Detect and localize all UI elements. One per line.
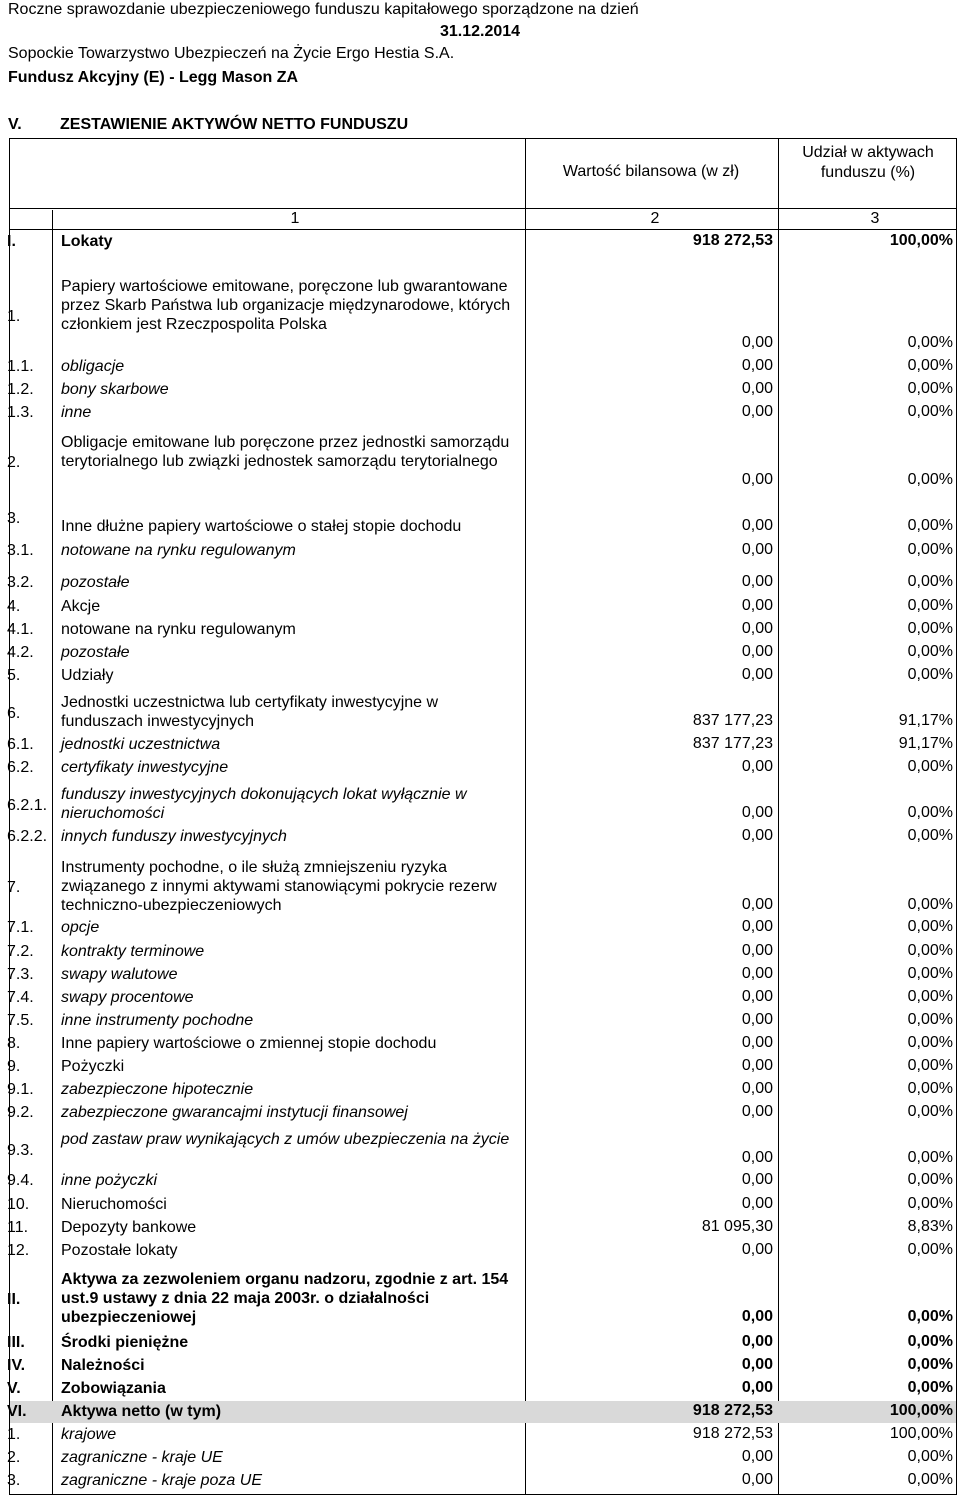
row-description: Akcje	[61, 598, 101, 615]
row-description: obligacje	[61, 358, 125, 375]
row-share-percent: 0,00%	[907, 1057, 953, 1074]
table-row	[9, 357, 957, 376]
table-row	[9, 1270, 957, 1327]
row-share-percent: 0,00%	[907, 597, 953, 614]
row-number: 3.	[7, 1472, 21, 1489]
row-number: 7.1.	[7, 919, 34, 936]
row-description: Aktywa netto (w tym)	[61, 1403, 222, 1420]
row-share-percent: 0,00%	[907, 1171, 953, 1188]
row-description: Jednostki uczestnictwa lub certyfikaty inwestycyjne w funduszach inwestycyjnych	[61, 694, 439, 730]
row-description: swapy procentowe	[61, 989, 194, 1006]
row-share-percent: 100,00%	[889, 1425, 953, 1442]
report-date: 31.12.2014	[439, 23, 521, 40]
row-balance-value: 918 272,53	[692, 1402, 773, 1419]
table-row	[9, 541, 957, 560]
row-number: 7.5.	[7, 1012, 34, 1029]
row-description: Depozyty bankowe	[61, 1219, 197, 1236]
row-balance-value: 0,00	[741, 988, 773, 1005]
row-share-percent: 0,00%	[907, 403, 953, 420]
row-number: VI.	[7, 1403, 27, 1420]
table-row	[9, 827, 957, 846]
report-title: Roczne sprawozdanie ubezpieczeniowego funduszu kapitałowego sporządzone na dzień	[8, 1, 639, 18]
row-description: pod zastaw praw wynikających z umów ubezpieczenia na życie	[61, 1131, 510, 1148]
row-description: krajowe	[61, 1426, 117, 1443]
column-header-balance-value: Wartość bilansowa (w zł)	[562, 163, 740, 180]
table-row	[9, 965, 957, 984]
row-share-percent: 0,00%	[907, 620, 953, 637]
row-number: 4.	[7, 598, 21, 615]
table-row	[9, 573, 957, 592]
row-balance-value: 0,00	[741, 918, 773, 935]
row-share-percent: 91,17%	[898, 712, 953, 729]
row-share-percent: 0,00%	[907, 666, 953, 683]
row-balance-value: 0,00	[741, 573, 773, 590]
row-number: 3.1.	[7, 542, 34, 559]
table-row	[9, 1333, 957, 1352]
row-description: Należności	[61, 1357, 145, 1374]
table-row	[9, 1356, 957, 1375]
row-share-percent: 0,00%	[907, 1103, 953, 1120]
row-share-percent: 0,00%	[907, 988, 953, 1005]
row-number: 4.1.	[7, 621, 34, 638]
row-number: 7.3.	[7, 966, 34, 983]
table-row	[9, 666, 957, 685]
table-row	[7, 510, 957, 536]
table-row	[9, 988, 957, 1007]
table-row	[9, 858, 957, 915]
row-number: 1.	[7, 1426, 21, 1443]
row-number: 9.3.	[7, 1142, 34, 1159]
row-number: 8.	[7, 1035, 21, 1052]
row-share-percent: 0,00%	[907, 827, 953, 844]
row-number: 9.4.	[7, 1172, 34, 1189]
row-share-percent: 0,00%	[907, 942, 953, 959]
row-number: 5.	[7, 667, 21, 684]
row-description: Nieruchomości	[61, 1196, 167, 1213]
row-balance-value: 0,00	[741, 1241, 773, 1258]
row-number: 7.2.	[7, 943, 34, 960]
row-balance-value: 81 095,30	[701, 1218, 773, 1235]
row-number: 1.3.	[7, 404, 34, 421]
row-balance-value: 0,00	[741, 1308, 773, 1325]
row-number: 10.	[7, 1196, 30, 1213]
table-row	[9, 1425, 957, 1444]
row-share-percent: 100,00%	[889, 232, 953, 249]
row-balance-value: 0,00	[741, 1103, 773, 1120]
row-description: Środki pieniężne	[61, 1334, 189, 1351]
row-share-percent: 0,00%	[907, 896, 953, 913]
table-row	[9, 1241, 957, 1260]
row-number: 6.2.	[7, 759, 34, 776]
table-row	[9, 403, 957, 422]
table-row	[9, 380, 957, 399]
row-description: Pożyczki	[61, 1058, 125, 1075]
row-number: 6.2.2.	[7, 828, 48, 845]
row-number: 1.	[7, 308, 21, 325]
row-description: Inne dłużne papiery wartościowe o stałej stopie dochodu	[61, 518, 462, 535]
table-row	[9, 620, 957, 639]
row-description: notowane na rynku regulowanym	[61, 621, 296, 638]
table-row	[9, 1011, 957, 1030]
row-balance-value: 0,00	[741, 758, 773, 775]
row-balance-value: 0,00	[741, 1149, 773, 1166]
row-description: Lokaty	[61, 233, 113, 250]
row-description: kontrakty terminowe	[61, 943, 205, 960]
row-balance-value: 0,00	[741, 666, 773, 683]
row-description: Instrumenty pochodne, o ile służą zmniejszeniu ryzyka związanego z innymi aktywami stanowiącymi pokrycie rezerw techniczno-ubezpieczeniowych	[61, 859, 497, 914]
table-row	[9, 735, 957, 754]
row-share-percent: 0,00%	[907, 357, 953, 374]
fund-name: Fundusz Akcyjny (E) - Legg Mason ZA	[8, 69, 299, 86]
row-balance-value: 837 177,23	[692, 712, 773, 729]
row-share-percent: 0,00%	[907, 1195, 953, 1212]
row-number: 12.	[7, 1242, 30, 1259]
row-share-percent: 0,00%	[907, 1471, 953, 1488]
table-row	[9, 758, 957, 777]
row-number: 3.	[7, 510, 21, 527]
row-share-percent: 0,00%	[907, 918, 953, 935]
row-share-percent: 0,00%	[907, 1333, 953, 1350]
row-share-percent: 0,00%	[907, 380, 953, 397]
row-share-percent: 0,00%	[907, 1379, 953, 1396]
row-share-percent: 0,00%	[907, 965, 953, 982]
row-share-percent: 0,00%	[907, 517, 953, 534]
row-balance-value: 0,00	[741, 1011, 773, 1028]
row-description: funduszy inwestycyjnych dokonujących lokat wyłącznie w nieruchomości	[61, 786, 467, 822]
row-description: Aktywa za zezwoleniem organu nadzoru, zgodnie z art. 154 ust.9 ustawy z dnia 22 maja 2003r. o działalności ubezpieczeniowej	[61, 1271, 509, 1326]
column-header-share-line1: Udział w aktywach	[802, 144, 934, 161]
column-header-share	[778, 143, 958, 183]
row-description: bony skarbowe	[61, 381, 169, 398]
header-divider	[9, 229, 957, 230]
row-number: 9.1.	[7, 1081, 34, 1098]
row-balance-value: 0,00	[741, 1080, 773, 1097]
row-balance-value: 0,00	[741, 1471, 773, 1488]
column-number-1: 1	[290, 210, 300, 227]
table-row	[9, 1103, 957, 1122]
row-share-percent: 8,83%	[907, 1218, 953, 1235]
row-number: 2.	[7, 1449, 21, 1466]
row-balance-value: 918 272,53	[692, 232, 773, 249]
row-balance-value: 0,00	[741, 643, 773, 660]
row-balance-value: 0,00	[741, 1448, 773, 1465]
table-row	[9, 1034, 957, 1053]
table-row	[9, 1130, 957, 1168]
row-share-percent: 0,00%	[907, 471, 953, 488]
table-row	[9, 433, 957, 490]
table-row	[9, 918, 957, 937]
row-balance-value: 0,00	[741, 1034, 773, 1051]
row-number: 1.2.	[7, 381, 34, 398]
row-balance-value: 0,00	[741, 942, 773, 959]
row-description: swapy walutowe	[61, 966, 178, 983]
row-balance-value: 0,00	[741, 357, 773, 374]
table-row	[9, 693, 957, 731]
row-number: 6.1.	[7, 736, 34, 753]
table-row	[9, 1471, 957, 1490]
row-share-percent: 0,00%	[907, 1241, 953, 1258]
column-number-3: 3	[870, 210, 880, 227]
row-number: 6.2.1.	[7, 797, 48, 814]
row-description: innych funduszy inwestycyjnych	[61, 828, 287, 845]
row-description: pozostałe	[61, 644, 130, 661]
row-number: 9.	[7, 1058, 21, 1075]
row-description: Udziały	[61, 667, 114, 684]
company-name: Sopockie Towarzystwo Ubezpieczeń na Życie Ergo Hestia S.A.	[8, 45, 455, 62]
row-share-percent: 0,00%	[907, 804, 953, 821]
table-row	[9, 643, 957, 662]
row-balance-value: 0,00	[741, 1171, 773, 1188]
table-row	[9, 1171, 957, 1190]
row-description: zagraniczne - kraje poza UE	[61, 1472, 262, 1489]
row-share-percent: 0,00%	[907, 541, 953, 558]
row-description: zabezpieczone gwarancajmi instytucji finansowej	[61, 1104, 408, 1121]
row-share-percent: 0,00%	[907, 1149, 953, 1166]
row-number: IV.	[7, 1357, 26, 1374]
row-share-percent: 0,00%	[907, 1080, 953, 1097]
row-number: II.	[7, 1291, 21, 1308]
row-description: opcje	[61, 919, 100, 936]
row-number: 7.	[7, 879, 21, 896]
row-number: I.	[7, 233, 16, 250]
row-description: notowane na rynku regulowanym	[61, 542, 296, 559]
row-balance-value: 0,00	[741, 620, 773, 637]
row-balance-value: 0,00	[741, 517, 773, 534]
row-share-percent: 0,00%	[907, 1011, 953, 1028]
table-row	[9, 942, 957, 961]
row-description: pozostałe	[61, 574, 130, 591]
row-share-percent: 0,00%	[907, 573, 953, 590]
row-number: 2.	[7, 454, 21, 471]
row-description: jednostki uczestnictwa	[61, 736, 221, 753]
row-number: 3.2.	[7, 574, 34, 591]
row-balance-value: 0,00	[741, 541, 773, 558]
table-row	[9, 1080, 957, 1099]
column-numbers	[9, 208, 957, 229]
row-share-percent: 0,00%	[907, 1356, 953, 1373]
row-share-percent: 0,00%	[907, 1448, 953, 1465]
row-balance-value: 0,00	[741, 334, 773, 351]
row-balance-value: 0,00	[741, 471, 773, 488]
row-share-percent: 0,00%	[907, 1034, 953, 1051]
row-balance-value: 0,00	[741, 827, 773, 844]
row-number: III.	[7, 1334, 25, 1351]
row-number: 6.	[7, 705, 21, 722]
row-balance-value: 0,00	[741, 804, 773, 821]
section-title	[8, 116, 408, 134]
row-share-percent: 0,00%	[907, 334, 953, 351]
table-row	[9, 232, 957, 251]
row-number: 7.4.	[7, 989, 34, 1006]
table-row	[9, 1195, 957, 1214]
column-number-2: 2	[650, 210, 660, 227]
row-number: 9.2.	[7, 1104, 34, 1121]
row-description: Obligacje emitowane lub poręczone przez jednostki samorządu terytorialnego lub związki jednostek samorządu terytorialnego	[61, 434, 510, 470]
row-share-percent: 0,00%	[907, 1308, 953, 1325]
row-share-percent: 100,00%	[889, 1402, 953, 1419]
table-row	[9, 785, 957, 823]
row-number: 1.1.	[7, 358, 34, 375]
row-balance-value: 918 272,53	[692, 1425, 773, 1442]
row-number: 11.	[7, 1219, 29, 1236]
table-row	[9, 1057, 957, 1076]
row-balance-value: 0,00	[741, 1057, 773, 1074]
row-balance-value: 0,00	[741, 597, 773, 614]
table-row	[9, 1448, 957, 1467]
row-description: Pozostałe lokaty	[61, 1242, 178, 1259]
row-balance-value: 0,00	[741, 403, 773, 420]
row-share-percent: 91,17%	[898, 735, 953, 752]
row-balance-value: 0,00	[741, 965, 773, 982]
row-share-percent: 0,00%	[907, 643, 953, 660]
row-share-percent: 0,00%	[907, 758, 953, 775]
row-description: Zobowiązania	[61, 1380, 166, 1397]
table-row	[9, 1218, 957, 1237]
table-row	[9, 597, 957, 616]
row-number: V.	[7, 1380, 21, 1397]
table-row	[9, 277, 957, 353]
row-description: inne	[61, 404, 92, 421]
row-balance-value: 837 177,23	[692, 735, 773, 752]
row-description: zagraniczne - kraje UE	[61, 1449, 223, 1466]
row-balance-value: 0,00	[741, 1356, 773, 1373]
table-row	[9, 1379, 957, 1398]
section-number: V.	[8, 116, 22, 133]
row-balance-value: 0,00	[741, 1195, 773, 1212]
row-description: Inne papiery wartościowe o zmiennej stopie dochodu	[61, 1035, 437, 1052]
row-balance-value: 0,00	[741, 1333, 773, 1350]
row-description: inne instrumenty pochodne	[61, 1012, 254, 1029]
row-balance-value: 0,00	[741, 380, 773, 397]
row-description: certyfikaty inwestycyjne	[61, 759, 229, 776]
row-description: inne pożyczki	[61, 1172, 158, 1189]
table-row	[9, 1402, 957, 1421]
row-description: zabezpieczone hipotecznie	[61, 1081, 254, 1098]
row-number: 4.2.	[7, 644, 34, 661]
column-header-share-line2: funduszu (%)	[820, 164, 916, 181]
row-balance-value: 0,00	[741, 1379, 773, 1396]
section-title-text: ZESTAWIENIE AKTYWÓW NETTO FUNDUSZU	[60, 116, 409, 133]
row-description: Papiery wartościowe emitowane, poręczone lub gwarantowane przez Skarb Państwa lub organizacje międzynarodowe, których członkiem jest Rzeczpospolita Polska	[61, 278, 511, 333]
row-balance-value: 0,00	[741, 896, 773, 913]
